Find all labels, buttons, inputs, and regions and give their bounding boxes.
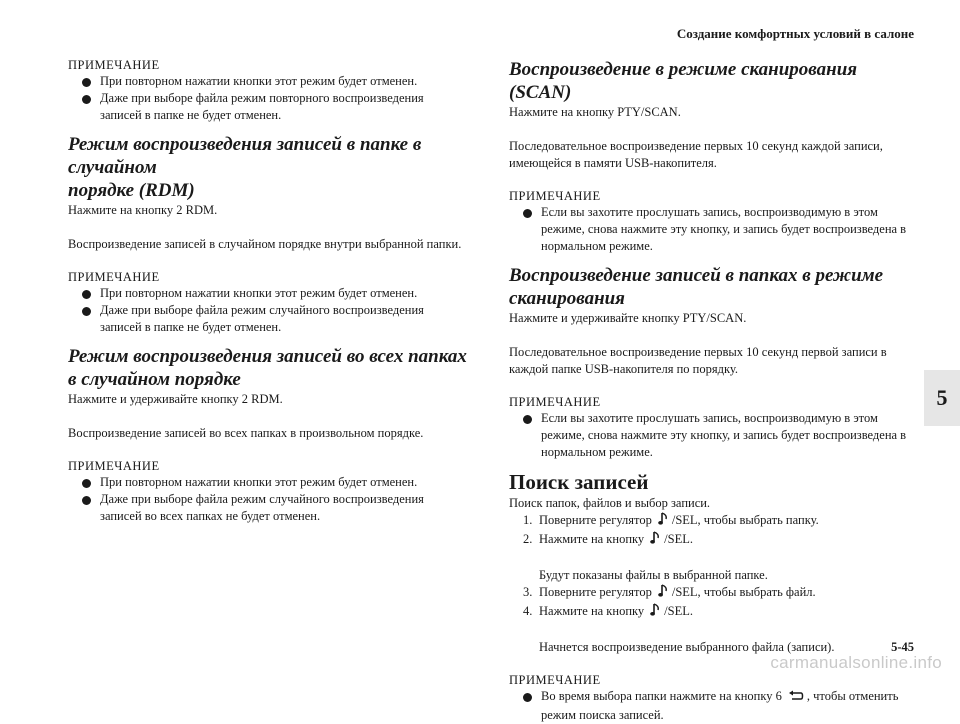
description: Последовательное воспроизведение первых 10 секунд первой записи в каждой папке USB-накопителя по порядку. bbox=[509, 345, 887, 376]
left-column bbox=[68, 58, 468, 525]
step-item: 1. Поверните регулятор /SEL, чтобы выбрать папку. bbox=[509, 512, 909, 531]
section-title-all-rdm: Режим воспроизведения записей во всех папках в случайном порядке bbox=[68, 346, 467, 390]
bullet-icon bbox=[523, 693, 532, 702]
note-label: ПРИМЕЧАНИЕ bbox=[509, 673, 601, 687]
note-list bbox=[68, 474, 468, 525]
bullet-icon bbox=[82, 290, 91, 299]
step-item: 4. Нажмите на кнопку /SEL. Начнется воспроизведение выбранного файла (записи). bbox=[523, 604, 835, 654]
running-header: Создание комфортных условий в салоне bbox=[676, 26, 914, 41]
note-list bbox=[509, 204, 909, 255]
note-label: ПРИМЕЧАНИЕ bbox=[509, 395, 601, 409]
bullet-icon bbox=[82, 78, 91, 87]
page-number: 5-45 bbox=[891, 640, 914, 654]
instruction: Нажмите и удерживайте кнопку PTY/SCAN. bbox=[509, 311, 747, 325]
list-item: Даже при выборе файла режим случайного воспроизведения записей в папке не будет отменен. bbox=[68, 302, 468, 336]
note-list bbox=[509, 688, 909, 724]
music-note-icon bbox=[650, 603, 661, 622]
list-item: При повторном нажатии кнопки этот режим будет отменен. bbox=[68, 73, 468, 90]
description: Последовательное воспроизведение первых 10 секунд каждой записи, имеющейся в памяти USB-накопителя. bbox=[509, 139, 883, 170]
note-label: ПРИМЕЧАНИЕ bbox=[68, 58, 160, 72]
music-note-icon bbox=[650, 531, 661, 550]
note-list bbox=[68, 73, 468, 124]
description: Воспроизведение записей в случайном порядке внутри выбранной папки. bbox=[68, 237, 462, 251]
list-item: Если вы захотите прослушать запись, воспроизводимую в этом режиме, снова нажмите эту кнопку, и запись будет воспроизведена в нормальном режиме. bbox=[509, 410, 909, 461]
section-title-scan: Воспроизведение в режиме сканирования (SCAN) bbox=[509, 59, 858, 103]
bullet-icon bbox=[82, 496, 91, 505]
note-list bbox=[68, 285, 468, 336]
instruction: Нажмите и удерживайте кнопку 2 RDM. bbox=[68, 392, 283, 406]
bullet-icon bbox=[82, 307, 91, 316]
bullet-icon bbox=[523, 415, 532, 424]
list-item: При повторном нажатии кнопки этот режим будет отменен. bbox=[68, 285, 468, 302]
music-note-icon bbox=[658, 512, 669, 531]
section-title-search: Поиск записей bbox=[509, 470, 649, 494]
section-title-folder-scan: Воспроизведение записей в папках в режиме сканирования bbox=[509, 265, 884, 309]
description: Поиск папок, файлов и выбор записи. bbox=[509, 496, 711, 510]
section-title-rdm: Режим воспроизведения записей в папке в случайном порядке (RDM) bbox=[68, 134, 422, 201]
instruction: Нажмите на кнопку 2 RDM. bbox=[68, 203, 218, 217]
music-note-icon bbox=[658, 584, 669, 603]
step-list bbox=[509, 512, 909, 656]
step-item: 2. Нажмите на кнопку /SEL. Будут показаны файлы в выбранной папке. bbox=[523, 532, 768, 582]
chapter-tab: 5 bbox=[924, 370, 960, 426]
right-column bbox=[509, 58, 909, 724]
bullet-icon bbox=[82, 479, 91, 488]
return-arrow-icon bbox=[788, 690, 804, 707]
step-item: 3. Поверните регулятор /SEL, чтобы выбрать файл. bbox=[509, 584, 909, 603]
list-item: Даже при выборе файла режим случайного воспроизведения записей во всех папках не будет отменен. bbox=[68, 491, 468, 525]
list-item: При повторном нажатии кнопки этот режим будет отменен. bbox=[68, 474, 468, 491]
list-item: Если вы захотите прослушать запись, воспроизводимую в этом режиме, снова нажмите эту кнопку, и запись будет воспроизведена в нормальном режиме. bbox=[509, 204, 909, 255]
note-label: ПРИМЕЧАНИЕ bbox=[509, 189, 601, 203]
note-label: ПРИМЕЧАНИЕ bbox=[68, 270, 160, 284]
list-item: Даже при выборе файла режим повторного воспроизведения записей в папке не будет отменен. bbox=[68, 90, 468, 124]
watermark: carmanualsonline.info bbox=[770, 653, 942, 672]
list-item: Во время выбора папки нажмите на кнопку 6 , чтобы отменить режим поиска записей. bbox=[509, 688, 909, 724]
note-label: ПРИМЕЧАНИЕ bbox=[68, 459, 160, 473]
description: Воспроизведение записей во всех папках в произвольном порядке. bbox=[68, 426, 424, 440]
bullet-icon bbox=[523, 209, 532, 218]
instruction: Нажмите на кнопку PTY/SCAN. bbox=[509, 105, 681, 119]
note-list bbox=[509, 410, 909, 461]
bullet-icon bbox=[82, 95, 91, 104]
